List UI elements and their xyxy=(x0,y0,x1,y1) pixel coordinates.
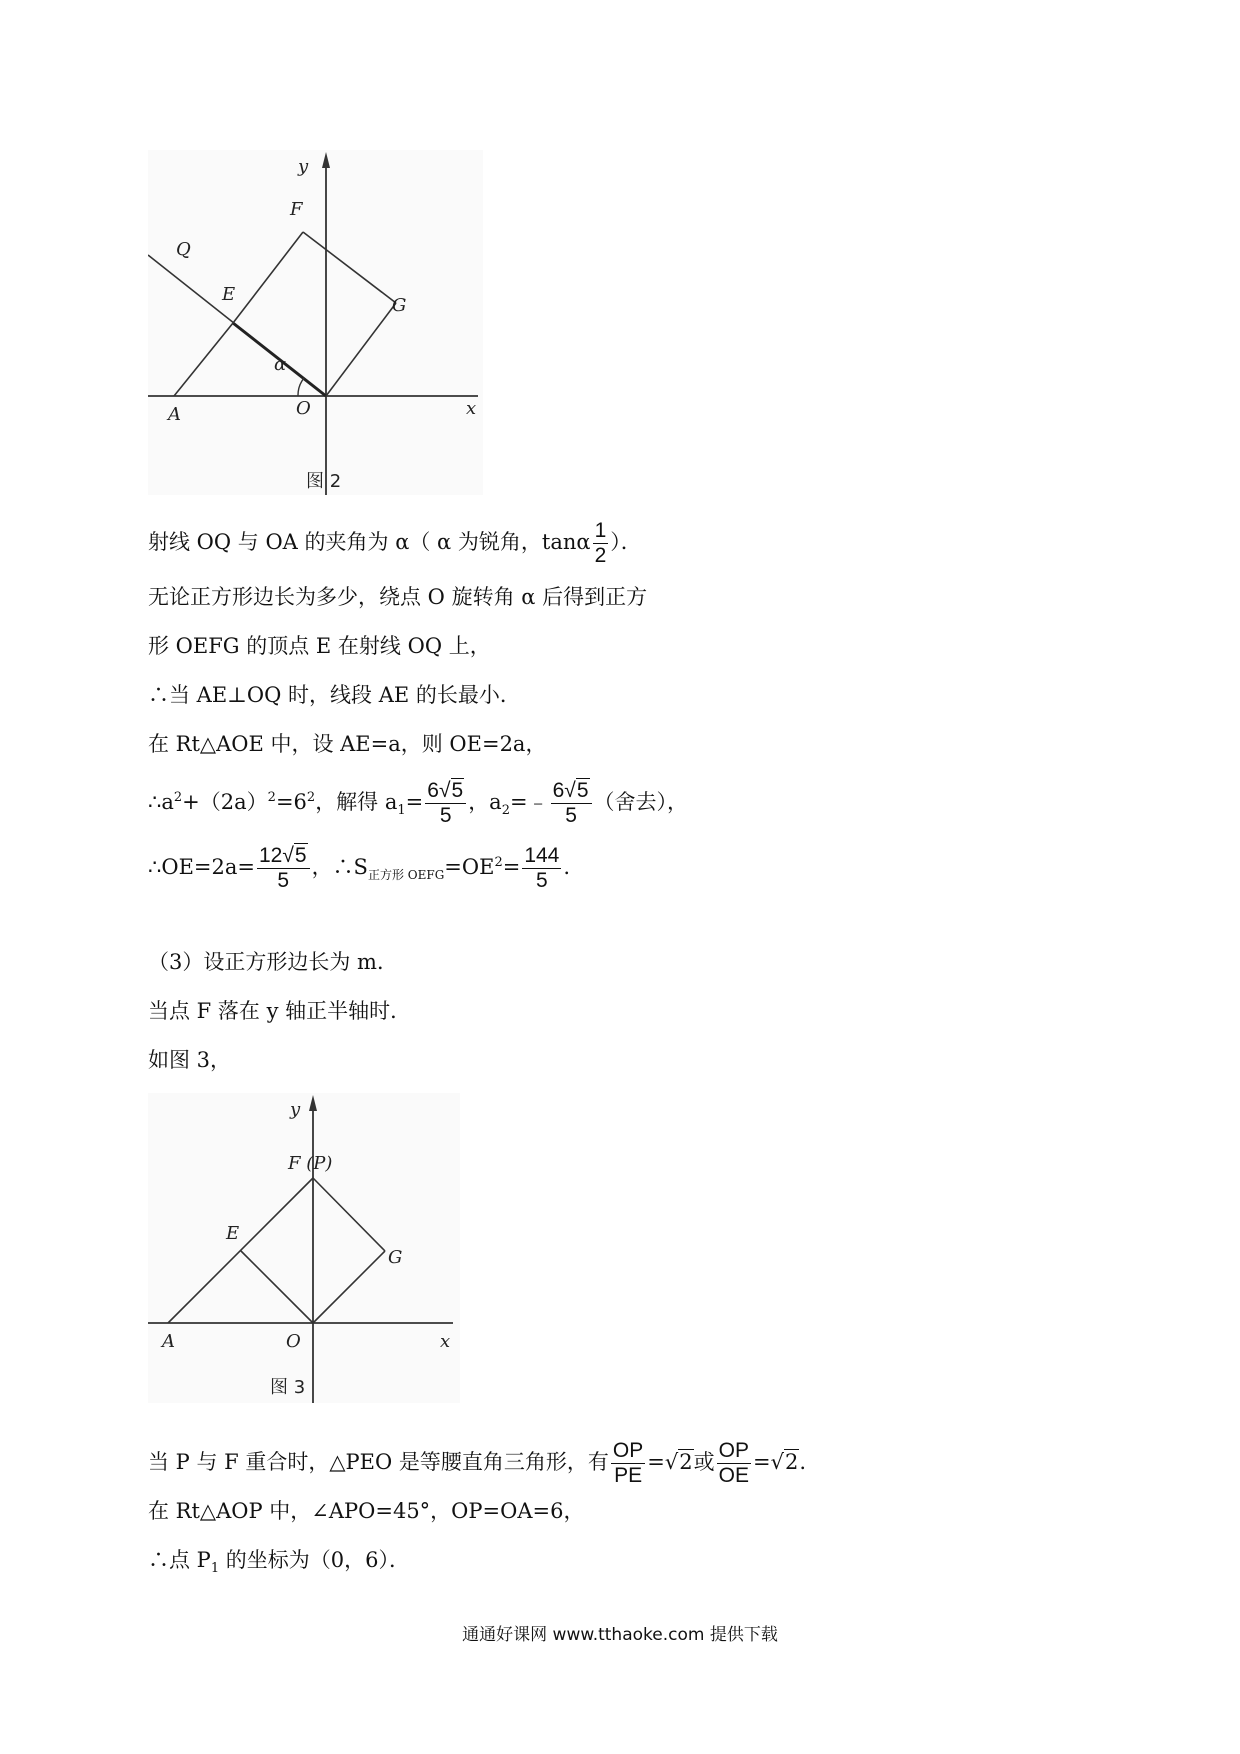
text: =OE xyxy=(444,855,495,880)
fraction-6-root5-over-5 xyxy=(425,780,466,827)
fraction-op-over-pe xyxy=(611,1440,645,1487)
figure-3-diagram xyxy=(148,1093,460,1403)
y-axis-arrow-icon xyxy=(322,152,330,168)
frac-den: PE xyxy=(614,1464,643,1488)
superscript: 2 xyxy=(173,790,183,806)
frac-num xyxy=(551,780,592,804)
line-13 xyxy=(148,1546,410,1583)
alpha-arc xyxy=(298,378,304,396)
line-11 xyxy=(148,1440,806,1487)
frac-den: 5 xyxy=(565,804,577,828)
subscript: 正方形 OEFG xyxy=(367,868,445,883)
subscript: 1 xyxy=(210,1561,220,1577)
radicand: 5 xyxy=(451,779,464,802)
text: . xyxy=(563,855,571,880)
fraction-one-half xyxy=(593,520,609,567)
label-y: y xyxy=(298,156,309,177)
text: ∴点 P xyxy=(148,1548,211,1572)
text: ，解得 a xyxy=(315,790,398,815)
text: = xyxy=(647,1450,665,1475)
label-f: F xyxy=(290,199,303,220)
label-e: E xyxy=(222,284,236,305)
label-x: x xyxy=(466,398,477,419)
subscript: 2 xyxy=(501,803,510,819)
line-10: 如图 3， xyxy=(148,1048,232,1072)
sqrt: √2 xyxy=(770,1450,799,1475)
label-q: Q xyxy=(176,239,191,260)
label-alpha: α xyxy=(274,354,287,375)
frac-den: 5 xyxy=(277,869,290,893)
label-o: O xyxy=(286,1331,301,1352)
label-o: O xyxy=(296,398,311,419)
superscript: 2 xyxy=(306,790,316,806)
line-2: 无论正方形边长为多少，绕点 O 旋转角 α 后得到正方 xyxy=(148,585,648,609)
side-fg xyxy=(303,232,396,303)
line-12: 在 Rt△AOP 中，∠APO=45°，OP=OA=6， xyxy=(148,1499,585,1523)
side-go xyxy=(326,303,396,396)
radicand: 2 xyxy=(784,1450,799,1475)
side-ef xyxy=(233,232,303,323)
figure-2-caption: 图 2 xyxy=(306,471,342,492)
segment-ae xyxy=(174,323,233,396)
frac-den: OE xyxy=(718,1464,749,1488)
figure-2-diagram xyxy=(148,150,483,495)
figure-2 xyxy=(148,150,483,495)
sqrt: √2 xyxy=(664,1450,693,1475)
text: （舍去）， xyxy=(593,790,689,815)
subscript: 1 xyxy=(397,803,406,819)
figure-3 xyxy=(148,1093,460,1403)
figure-3-caption: 图 3 xyxy=(270,1377,306,1398)
label-y: y xyxy=(290,1099,301,1120)
text: 或 xyxy=(693,1450,715,1475)
line-7 xyxy=(148,845,570,892)
frac-den: 5 xyxy=(536,869,548,893)
text: =6 xyxy=(275,790,307,815)
frac-num xyxy=(257,845,310,869)
text: ，∴S xyxy=(311,855,368,880)
label-fp: F (P) xyxy=(288,1153,333,1174)
label-g: G xyxy=(392,295,407,316)
line-9: 当点 F 落在 y 轴正半轴时． xyxy=(148,999,412,1023)
line-5: 在 Rt△AOE 中，设 AE=a，则 OE=2a， xyxy=(148,732,547,756)
label-g: G xyxy=(388,1247,403,1268)
label-x: x xyxy=(440,1331,451,1352)
fraction-6-root5-over-5 xyxy=(551,780,592,827)
side-go xyxy=(313,1251,385,1323)
text-l1-a: 射线 OQ 与 OA 的夹角为 α（ α 为锐角，tanα xyxy=(148,530,591,555)
label-e: E xyxy=(226,1223,240,1244)
radicand: 2 xyxy=(679,1450,693,1475)
sqrt: √5 xyxy=(438,779,464,802)
frac-num: 1 xyxy=(593,520,609,544)
side-eo xyxy=(241,1251,313,1323)
superscript: 2 xyxy=(267,790,276,806)
text: = xyxy=(752,1450,771,1475)
frac-den: 2 xyxy=(594,544,607,568)
line-4: ∴当 AE⊥OQ 时，线段 AE 的长最小． xyxy=(148,683,521,707)
text: 当 P 与 F 重合时，△PEO 是等腰直角三角形，有 xyxy=(148,1450,609,1475)
frac-num: 144 xyxy=(522,845,561,869)
label-a: A xyxy=(162,1331,175,1352)
side-fg xyxy=(313,1178,385,1251)
frac-num: OP xyxy=(717,1440,751,1464)
text: = xyxy=(405,790,424,815)
frac-den: 5 xyxy=(439,804,452,828)
text: . xyxy=(799,1450,807,1475)
fraction-144-over-5 xyxy=(522,845,561,892)
text: 的坐标为（0，6）． xyxy=(219,1548,410,1572)
sqrt: √5 xyxy=(282,844,307,867)
label-a: A xyxy=(168,404,181,425)
superscript: 2 xyxy=(494,855,503,871)
line-1 xyxy=(148,520,642,567)
frac-num xyxy=(425,780,466,804)
y-axis-arrow-icon xyxy=(309,1095,317,1111)
fraction-12-root5-over-5 xyxy=(257,845,310,892)
text: = xyxy=(502,855,521,880)
text: ，a xyxy=(468,790,502,815)
coef: 6 xyxy=(427,779,439,802)
page-footer: 通通好课网 www.tthaoke.com 提供下载 xyxy=(462,1625,778,1645)
radicand: 5 xyxy=(294,844,307,867)
radicand: 5 xyxy=(576,779,589,802)
text-l1-b: ）． xyxy=(610,530,642,555)
line-3: 形 OEFG 的顶点 E 在射线 OQ 上， xyxy=(148,634,491,658)
frac-num: OP xyxy=(611,1440,645,1464)
line-6 xyxy=(148,780,688,827)
fraction-op-over-oe xyxy=(717,1440,751,1487)
text: =﹣ xyxy=(510,790,549,815)
text: ∴OE=2a= xyxy=(148,855,255,880)
text: ∴a xyxy=(148,790,174,815)
text: +（2a） xyxy=(182,790,268,815)
coef: 6 xyxy=(552,779,565,802)
coef: 12 xyxy=(258,844,283,867)
line-8: （3）设正方形边长为 m． xyxy=(148,950,398,974)
sqrt: √5 xyxy=(564,779,589,802)
